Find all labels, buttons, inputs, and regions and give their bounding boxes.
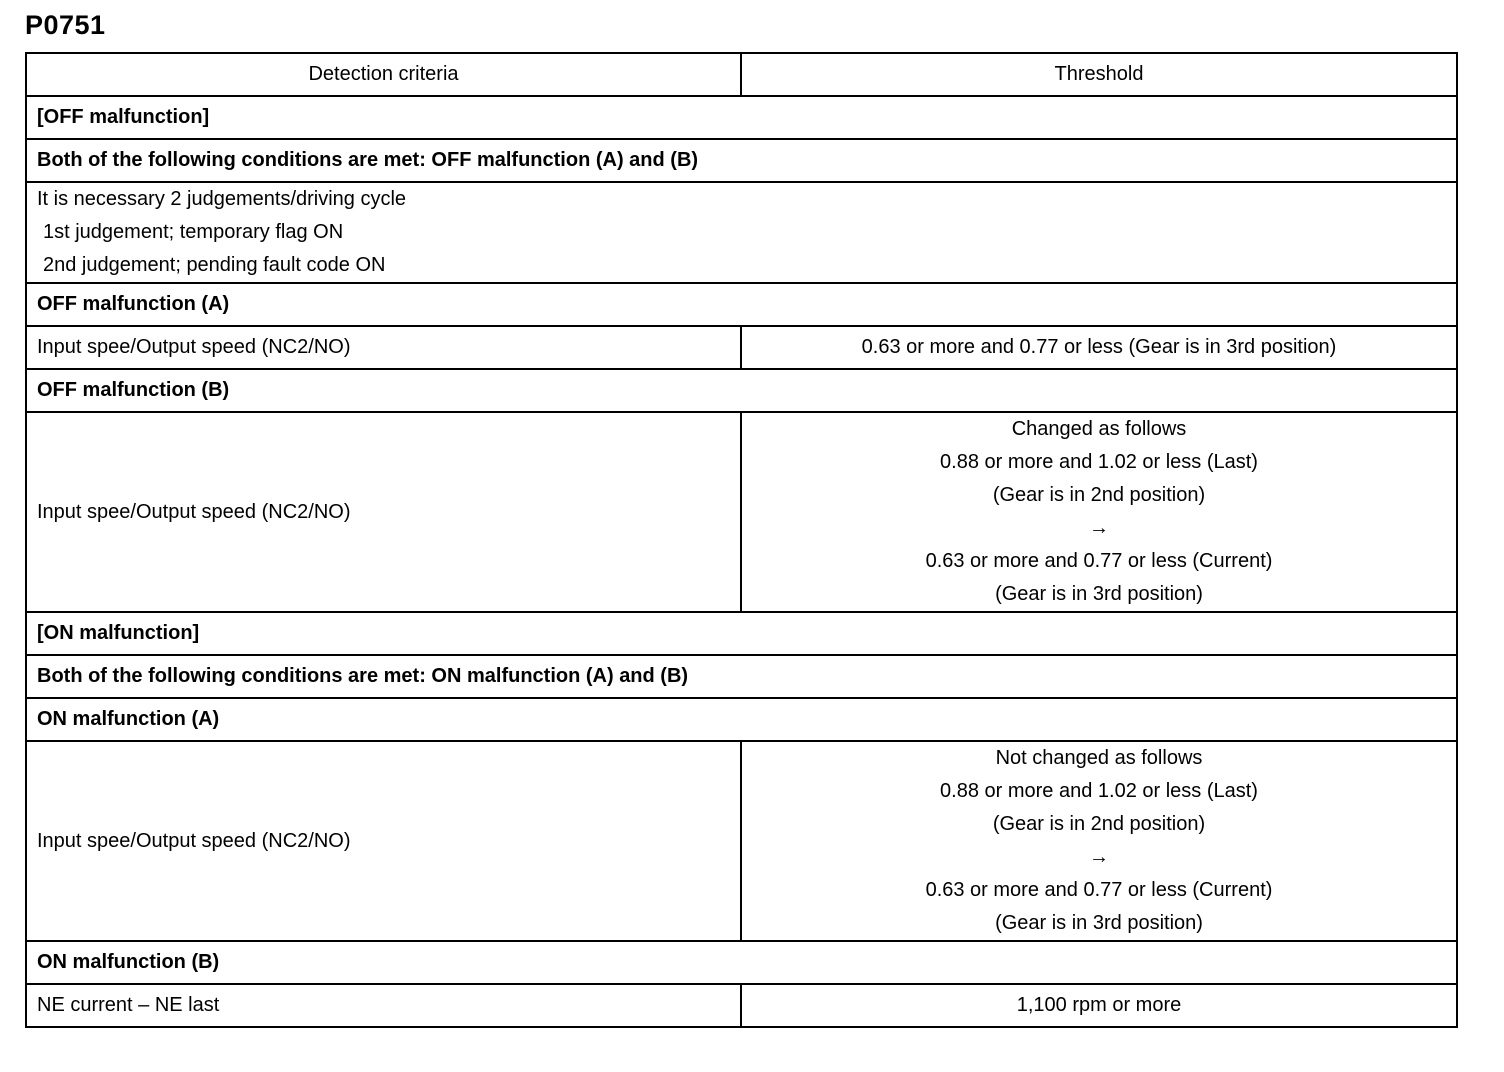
judgement-row: [26, 182, 1457, 283]
off-malfunction-a-heading: OFF malfunction (A): [26, 283, 1457, 326]
section-row: [26, 96, 1457, 139]
section-row: [26, 139, 1457, 182]
threshold-cell: 0.63 or more and 0.77 or less (Gear is in 3rd position): [741, 326, 1457, 369]
threshold-line: 0.88 or more and 1.02 or less (Last): [940, 780, 1258, 802]
judgement-line: It is necessary 2 judgements/driving cycle: [37, 188, 407, 210]
judgement-line: 2nd judgement; pending fault code ON: [43, 254, 386, 276]
threshold-line: (Gear is in 2nd position): [992, 813, 1206, 835]
on-malfunction-b-heading: ON malfunction (B): [26, 941, 1457, 984]
on-malfunction-a-heading: ON malfunction (A): [26, 698, 1457, 741]
page-title: P0751: [25, 10, 106, 40]
threshold-line: (Gear is in 3rd position): [995, 912, 1203, 934]
threshold-cell: [741, 412, 1457, 612]
section-row: [26, 612, 1457, 655]
section-row: [26, 655, 1457, 698]
table-row: [26, 326, 1457, 369]
arrow-right-icon: →: [1089, 517, 1109, 539]
threshold-line: (Gear is in 3rd position): [995, 583, 1203, 605]
table-header-row: [26, 53, 1457, 96]
off-conditions-text: Both of the following conditions are met: OFF malfunction (A) and (B): [26, 139, 1457, 182]
off-malfunction-b-heading: OFF malfunction (B): [26, 369, 1457, 412]
threshold-line: 0.63 or more and 0.77 or less (Current): [925, 550, 1273, 572]
threshold-cell: [741, 741, 1457, 941]
section-row: [26, 698, 1457, 741]
table-row: [26, 412, 1457, 612]
section-row: [26, 283, 1457, 326]
criteria-cell: Input spee/Output speed (NC2/NO): [26, 412, 741, 612]
threshold-line: (Gear is in 2nd position): [992, 484, 1206, 506]
judgement-line: 1st judgement; temporary flag ON: [43, 221, 344, 243]
table-row: [26, 984, 1457, 1027]
arrow-right-icon: →: [1089, 846, 1109, 868]
detection-criteria-table: [25, 52, 1458, 1028]
table-row: [26, 741, 1457, 941]
on-conditions-text: Both of the following conditions are met: ON malfunction (A) and (B): [26, 655, 1457, 698]
section-row: [26, 369, 1457, 412]
threshold-line: 0.88 or more and 1.02 or less (Last): [940, 451, 1258, 473]
threshold-line: Not changed as follows: [995, 747, 1203, 769]
threshold-cell: 1,100 rpm or more: [741, 984, 1457, 1027]
off-malfunction-heading: [OFF malfunction]: [26, 96, 1457, 139]
threshold-line: Changed as follows: [1011, 418, 1187, 440]
threshold-line: 0.63 or more and 0.77 or less (Current): [925, 879, 1273, 901]
header-threshold: Threshold: [741, 53, 1457, 96]
header-detection-criteria: Detection criteria: [26, 53, 741, 96]
criteria-cell: Input spee/Output speed (NC2/NO): [26, 741, 741, 941]
on-malfunction-heading: [ON malfunction]: [26, 612, 1457, 655]
section-row: [26, 941, 1457, 984]
criteria-cell: NE current – NE last: [26, 984, 741, 1027]
criteria-cell: Input spee/Output speed (NC2/NO): [26, 326, 741, 369]
judgement-cell: [26, 182, 1457, 283]
